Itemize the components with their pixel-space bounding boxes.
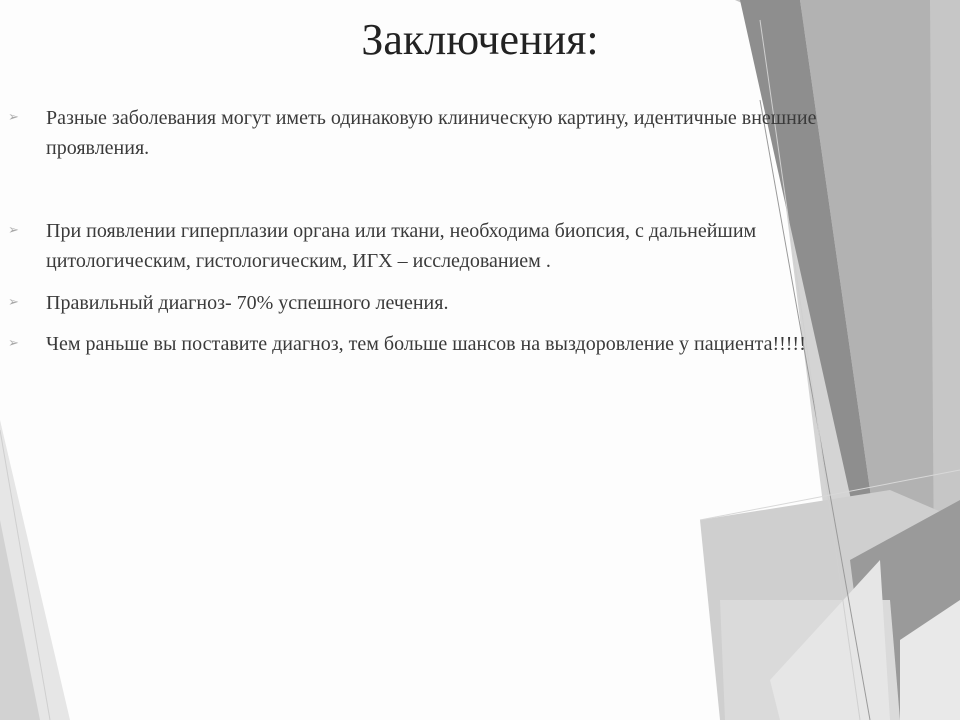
bullet-text: Правильный диагноз- 70% успешного лечения. <box>46 292 449 314</box>
bullet-item <box>8 288 896 318</box>
arrow-bullet-icon: ➢ <box>8 295 19 310</box>
bullet-text: Чем раньше вы поставите диагноз, тем больше шансов на выздоровление у пациента!!!!! <box>46 333 806 355</box>
bullet-item <box>8 103 896 163</box>
bullet-text: При появлении гиперплазии органа или ткани, необходима биопсия, с дальнейшим цитологическим, гистологическим, ИГХ – исследованием . <box>46 220 757 272</box>
slide-title: Заключения: <box>361 15 599 64</box>
arrow-bullet-icon: ➢ <box>8 336 19 351</box>
bullet-text: Разные заболевания могут иметь одинаковую клиническую картину, идентичные внешние проявления. <box>46 107 817 159</box>
bullet-item <box>8 216 896 276</box>
arrow-bullet-icon: ➢ <box>8 223 19 238</box>
arrow-bullet-icon: ➢ <box>8 110 19 125</box>
bullet-item <box>8 329 896 359</box>
